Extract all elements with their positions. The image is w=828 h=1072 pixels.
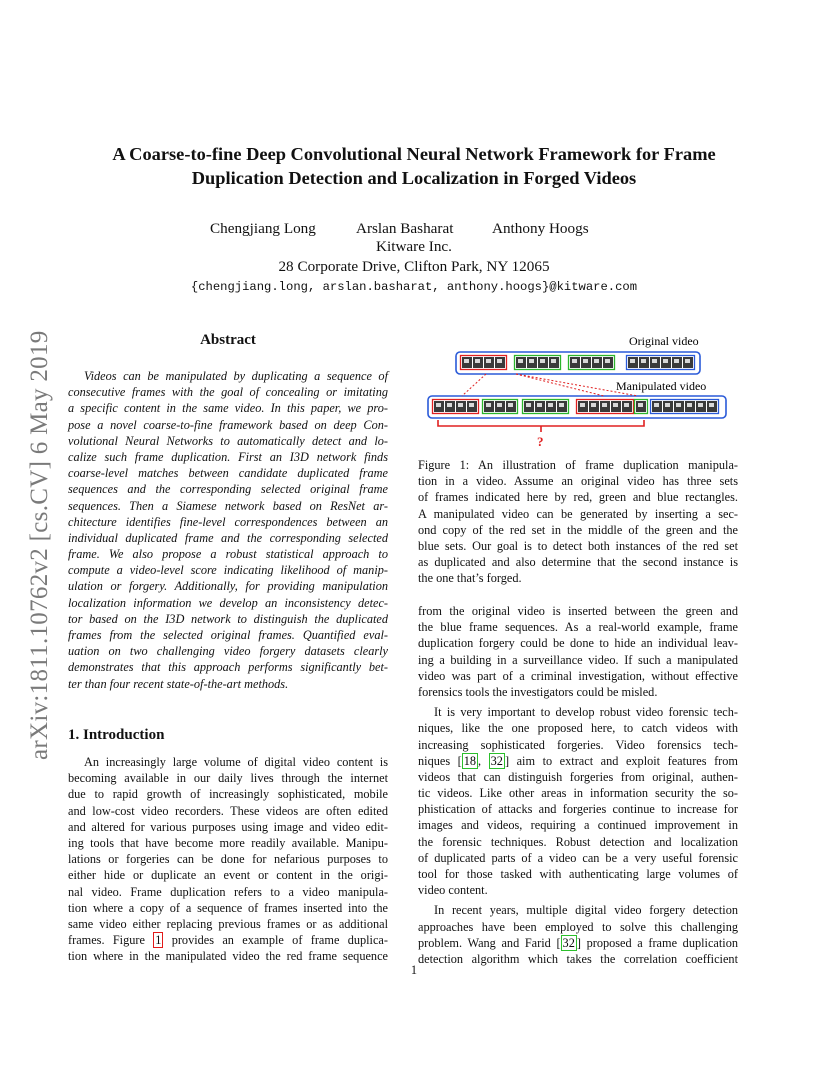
citation-link[interactable]: 32 <box>490 753 503 768</box>
green-frame-detail <box>537 403 542 407</box>
text-line: tic videos. Like other areas in information security the so- <box>418 786 738 801</box>
duplicate-bracket <box>438 420 644 426</box>
author-emails: {chengjiang.long, arslan.basharat, anthony.hoogs}@kitware.com <box>190 280 638 294</box>
text-line: frames from the selected original frames. Quantified eval- <box>68 628 388 642</box>
blue-frame-detail <box>676 403 681 407</box>
figure-1 <box>418 328 738 454</box>
citation-link[interactable]: 32 <box>562 935 575 950</box>
text-line: ulation or forgery. Additionally, for providing manipulation <box>68 579 388 594</box>
text-line: approaches have been employed to solve this challenging <box>418 919 738 934</box>
red-frame-detail <box>458 403 463 407</box>
blue-frame-detail <box>709 403 714 407</box>
green-frame-detail <box>605 359 610 363</box>
duplicated-red-frame-detail <box>613 403 618 407</box>
green-frame-detail <box>583 359 588 363</box>
blue-frame-detail <box>652 359 657 363</box>
text-line: problem. Wang and Farid [ 32 ] proposed a frame duplication <box>418 935 738 950</box>
red-frame-detail <box>464 359 469 363</box>
text-line: niques [ 18 , 32 ] aim to extract and exploit features from <box>418 753 738 768</box>
section-heading-introduction: 1. Introduction <box>68 727 165 743</box>
text-line: volutional Neural Networks to automatically detect and lo- <box>68 433 388 448</box>
text-line: increasing sophisticated forgeries. Video forensics tech- <box>418 737 738 752</box>
text-line: duplication forgery could be done to hide an individual leav- <box>418 636 738 651</box>
duplicated-red-frame-detail <box>624 403 629 407</box>
text-line: images and videos, requiring a continued improvement in <box>418 818 738 833</box>
figure-1-caption <box>418 457 738 587</box>
text-line: pose a novel coarse-to-fine framework based on deep Con- <box>68 417 388 432</box>
arxiv-stamp: arXiv:1811.10762v2 [cs.CV] 6 May 2019 <box>26 330 53 760</box>
text-line: lations or forgeries can be done for nefarious purposes to <box>68 852 388 867</box>
blue-frame-detail <box>630 359 635 363</box>
green-frame-detail <box>526 403 531 407</box>
red-frame-detail <box>447 403 452 407</box>
text-line: demonstrates that this approach performs significantly bet- <box>68 660 388 675</box>
text-line: tion where a copy of a sequence of frames inserted into the <box>68 900 388 915</box>
text-line: ond copy of the red set in the middle of the green and the <box>418 522 738 537</box>
text-line: phistication of attacks and forgeries continue to increase for <box>418 802 738 817</box>
text-line: Videos can be manipulated by duplicating a sequence of <box>84 369 388 383</box>
question-mark: ? <box>537 434 544 449</box>
green-frame-detail <box>486 403 491 407</box>
text-line: a specific content in the same video. In this paper, we pro- <box>68 401 388 416</box>
paper-title <box>60 142 768 190</box>
text-line: An increasingly large volume of digital video content is <box>84 755 388 769</box>
blue-frame-detail <box>665 403 670 407</box>
abstract-body <box>68 368 388 692</box>
text-line: individual duplicated frame and the corresponding selected <box>68 530 388 545</box>
text-line: video was part of a criminal investigation, without effective <box>418 668 738 683</box>
text-line: It is very important to develop robust video forensic tech- <box>434 705 738 720</box>
text-line: detection algorithm which takes the correlation coefficient <box>418 951 738 966</box>
dotted-connector-left <box>462 374 486 396</box>
text-line: becoming available in our daily lives through the internet <box>68 771 388 786</box>
red-frame-detail <box>436 403 441 407</box>
right-column-body <box>418 603 738 967</box>
citation-link[interactable]: 18 <box>463 753 477 768</box>
text-line: coarse-level matches between candidate duplicated frame <box>68 466 388 481</box>
title-line-1: A Coarse-to-fine Deep Convolutional Neural Network Framework for Frame <box>112 144 716 164</box>
duplicated-red-frame-detail <box>580 403 585 407</box>
text-line: the forensic techniques. Robust detection and localization <box>418 834 738 849</box>
text-line: nal video. Frame duplication refers to a video manipula- <box>68 884 388 899</box>
original-video-label: Original video <box>629 334 699 348</box>
green-frame-detail <box>594 359 599 363</box>
author-2: Arslan Basharat <box>356 220 454 237</box>
manipulated-video-label: Manipulated video <box>616 379 707 393</box>
text-line: due to rapid growth of increasingly sophisticated, mobile <box>68 787 388 802</box>
text-line: ter than four recent state-of-the-art methods. <box>68 676 289 691</box>
green-frame-detail <box>518 359 523 363</box>
red-frame-detail <box>497 359 502 363</box>
text-line: tool for those tasked with authenticating large volumes of <box>418 867 738 881</box>
green-frame-detail <box>638 403 643 407</box>
figure-ref-link[interactable]: 1 <box>155 933 162 948</box>
page-number: 1 <box>410 963 418 977</box>
green-frame-detail <box>548 403 553 407</box>
text-line: Figure 1: An illustration of frame duplication manipula- <box>418 458 738 472</box>
text-line: frames. Figure 1 provides an example of frame duplica- <box>68 933 388 948</box>
text-line: video content. <box>418 883 488 898</box>
green-frame-detail <box>540 359 545 363</box>
blue-frame-detail <box>685 359 690 363</box>
text-line: from the original video is inserted between the green and <box>418 604 738 618</box>
text-line: as duplicated and also determine that the second instance is <box>418 555 738 570</box>
affiliation: Kitware Inc. <box>376 238 452 255</box>
text-line: sequences. Then a Siamese network based on ResNet ar- <box>68 498 388 513</box>
blue-frame-detail <box>641 359 646 363</box>
author-1: Chengjiang Long <box>210 220 316 237</box>
text-line: the one that’s forged. <box>418 571 522 586</box>
green-frame-detail <box>508 403 513 407</box>
red-frame-detail <box>475 359 480 363</box>
text-line: of frames indicated here by red, green and blue rectangles. <box>418 490 738 505</box>
text-line: A manipulated video can be generated by inserting a sec- <box>418 506 738 521</box>
green-frame-detail <box>551 359 556 363</box>
text-line: niques, like the one proposed here, to catch videos with <box>418 721 738 736</box>
blue-frame-detail <box>698 403 703 407</box>
figure-1-diagram <box>418 328 738 454</box>
text-line: compute a video-level score indicating likelihood of manip- <box>68 563 388 578</box>
text-line: forensics tools the investigators could be misled. <box>418 684 658 699</box>
original-frames <box>461 356 695 370</box>
duplicated-red-frame-detail <box>591 403 596 407</box>
dotted-connector-mid <box>516 374 604 396</box>
text-line: ing a building in a surveillance video. If such a manipulated <box>418 652 738 667</box>
address: 28 Corporate Drive, Clifton Park, NY 12065 <box>278 258 550 275</box>
text-line: ing tools that have become more readily available. Manipu- <box>68 835 388 850</box>
title-line-2: Duplication Detection and Localization in Forged Videos <box>191 168 637 188</box>
text-line: and altered for various purposes using image and video edit- <box>68 819 388 834</box>
text-line: tor based on the I3D network to distinguish the duplicated <box>68 611 388 626</box>
introduction-body <box>68 754 388 964</box>
text-line: consecutive frames with the goal of concealing or imitating <box>68 385 388 400</box>
author-3: Anthony Hoogs <box>492 220 589 237</box>
text-line: frame. We also propose a robust statistical approach to <box>68 547 388 562</box>
red-frame-detail <box>486 359 491 363</box>
text-line: tion where in the manipulated video the red frame sequence <box>68 949 388 964</box>
duplicated-red-frame-detail <box>602 403 607 407</box>
red-frame-detail <box>469 403 474 407</box>
text-line: calize such frame duplication. First an I3D network finds <box>68 449 388 464</box>
text-line: chitecture identifies fine-level correspondences between an <box>68 514 388 529</box>
text-line: In recent years, multiple digital video forgery detection <box>434 903 738 918</box>
text-line: tion in a video. Assume an original video has three sets <box>418 474 738 489</box>
green-frame-detail <box>497 403 502 407</box>
text-line: the blue frame sequences. As a real-world example, frame <box>418 620 738 635</box>
blue-frame-detail <box>663 359 668 363</box>
text-line: localization information we develop an inconsistency detec- <box>68 595 388 610</box>
abstract-heading: Abstract <box>200 332 256 348</box>
text-line: same video either replacing previous frames or as additional <box>68 916 388 931</box>
text-line: sequences and the corresponding selected original frame <box>68 482 388 497</box>
blue-frame-detail <box>674 359 679 363</box>
text-line: of duplicated parts of a video can be a very useful forensic <box>418 850 738 865</box>
green-frame-detail <box>529 359 534 363</box>
blue-frame-detail <box>687 403 692 407</box>
text-line: blue sets. Our goal is to detect both instances of the red set <box>418 538 738 553</box>
green-frame-detail <box>559 403 564 407</box>
blue-frame-detail <box>654 403 659 407</box>
green-frame-detail <box>572 359 577 363</box>
text-line: uation on two challenging video forgery datasets clearly <box>68 644 388 659</box>
text-line: and low-cost video recorders. These videos are often edited <box>68 803 388 818</box>
text-line: videos that can distinguish forgeries from original, authen- <box>418 769 738 784</box>
text-line: either hide or duplicate an event or content in the origi- <box>68 868 388 883</box>
